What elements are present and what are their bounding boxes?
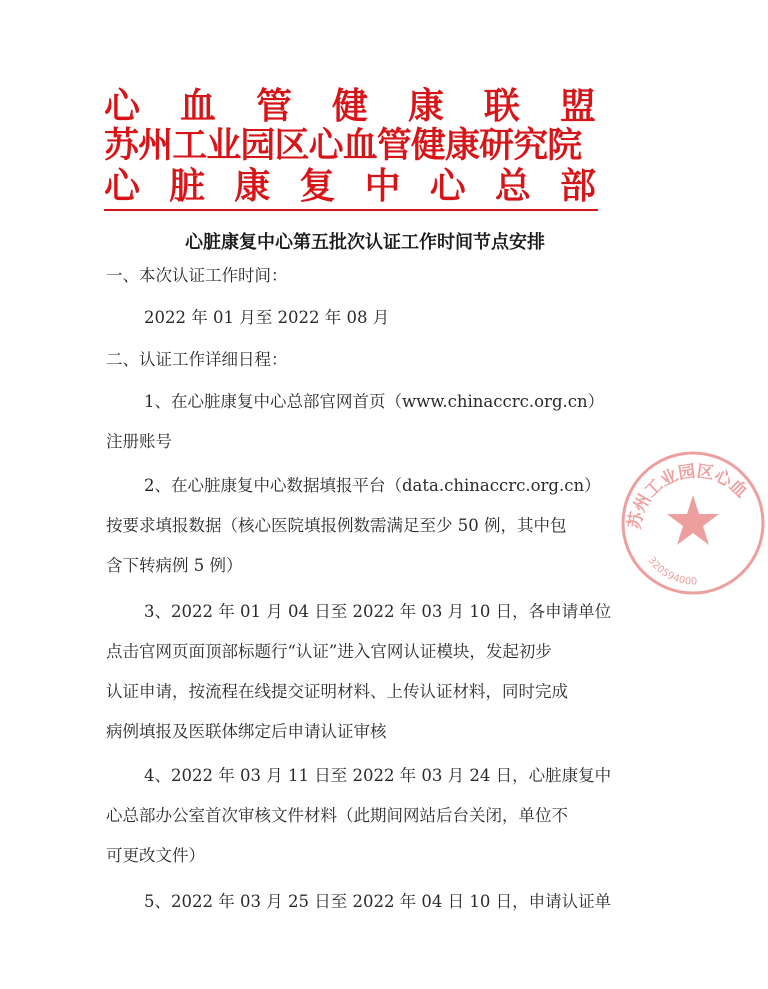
schedule-item-line: 认证申请，按流程在线提交证明材料、上传认证材料，同时完成 [106,682,568,701]
seal-number: 320594000 [645,555,698,588]
letterhead-char: 部 [559,165,596,207]
letterhead-char: 盟 [559,85,596,127]
letterhead-char: 心 [104,85,141,127]
schedule-item-line: 2、在心脏康复中心数据填报平台（data.chinaccrc.org.cn） [144,476,601,495]
schedule-item-line: 点击官网页面顶部标题行“认证”进入官网认证模块，发起初步 [106,642,552,661]
document-title: 心脏康复中心第五批次认证工作时间节点安排 [185,232,545,253]
schedule-item-line: 1、在心脏康复中心总部官网首页（www.chinaccrc.org.cn） [144,392,605,411]
letterhead-char: 康 [234,165,271,207]
letterhead-char: 管 [255,85,292,127]
schedule-item-line: 病例填报及医联体绑定后申请认证审核 [106,722,387,741]
letterhead-line-1 [104,86,596,126]
schedule-item-line: 按要求填报数据（核心医院填报例数需满足至少 50 例，其中包 [106,516,567,535]
section-1-heading: 一、本次认证工作时间： [106,266,288,285]
letterhead-char: 心 [104,165,141,207]
schedule-item-line: 3、2022 年 01 月 04 日至 2022 年 03 月 10 日，各申请单位 [144,602,612,621]
schedule-item-line: 心总部办公室首次审核文件材料（此期间网站后台关闭，单位不 [106,806,568,825]
letterhead-char: 中 [364,165,401,207]
letterhead-char: 总 [494,165,531,207]
section-1-period: 2022 年 01 月至 2022 年 08 月 [144,308,390,327]
letterhead-char: 复 [299,165,336,207]
schedule-item-line: 注册账号 [106,432,172,451]
letterhead-divider [104,209,598,211]
schedule-item-line: 含下转病例 5 例） [106,556,243,575]
section-2-heading: 二、认证工作详细日程： [106,350,288,369]
letterhead-char: 健 [331,85,368,127]
star-icon [667,495,719,545]
letterhead-char: 心 [429,165,466,207]
schedule-item-line: 可更改文件） [106,846,205,865]
official-seal [618,448,768,598]
schedule-item-line: 5、2022 年 03 月 25 日至 2022 年 04 日 10 日，申请认证单 [144,892,612,911]
letterhead-char: 联 [483,85,520,127]
schedule-item-line: 4、2022 年 03 月 11 日至 2022 年 03 月 24 日，心脏康复中 [144,766,612,785]
seal-text: 苏州工业园区心血 [624,461,752,531]
letterhead-line-2 [104,126,596,166]
letterhead-char: 康 [407,85,444,127]
letterhead-char: 脏 [169,165,206,207]
letterhead-institute: 苏州工业园区心血管健康研究院 [104,125,582,166]
letterhead-char: 血 [179,85,216,127]
svg-text:320594000 [645,555,697,587]
letterhead-line-3 [104,166,596,206]
